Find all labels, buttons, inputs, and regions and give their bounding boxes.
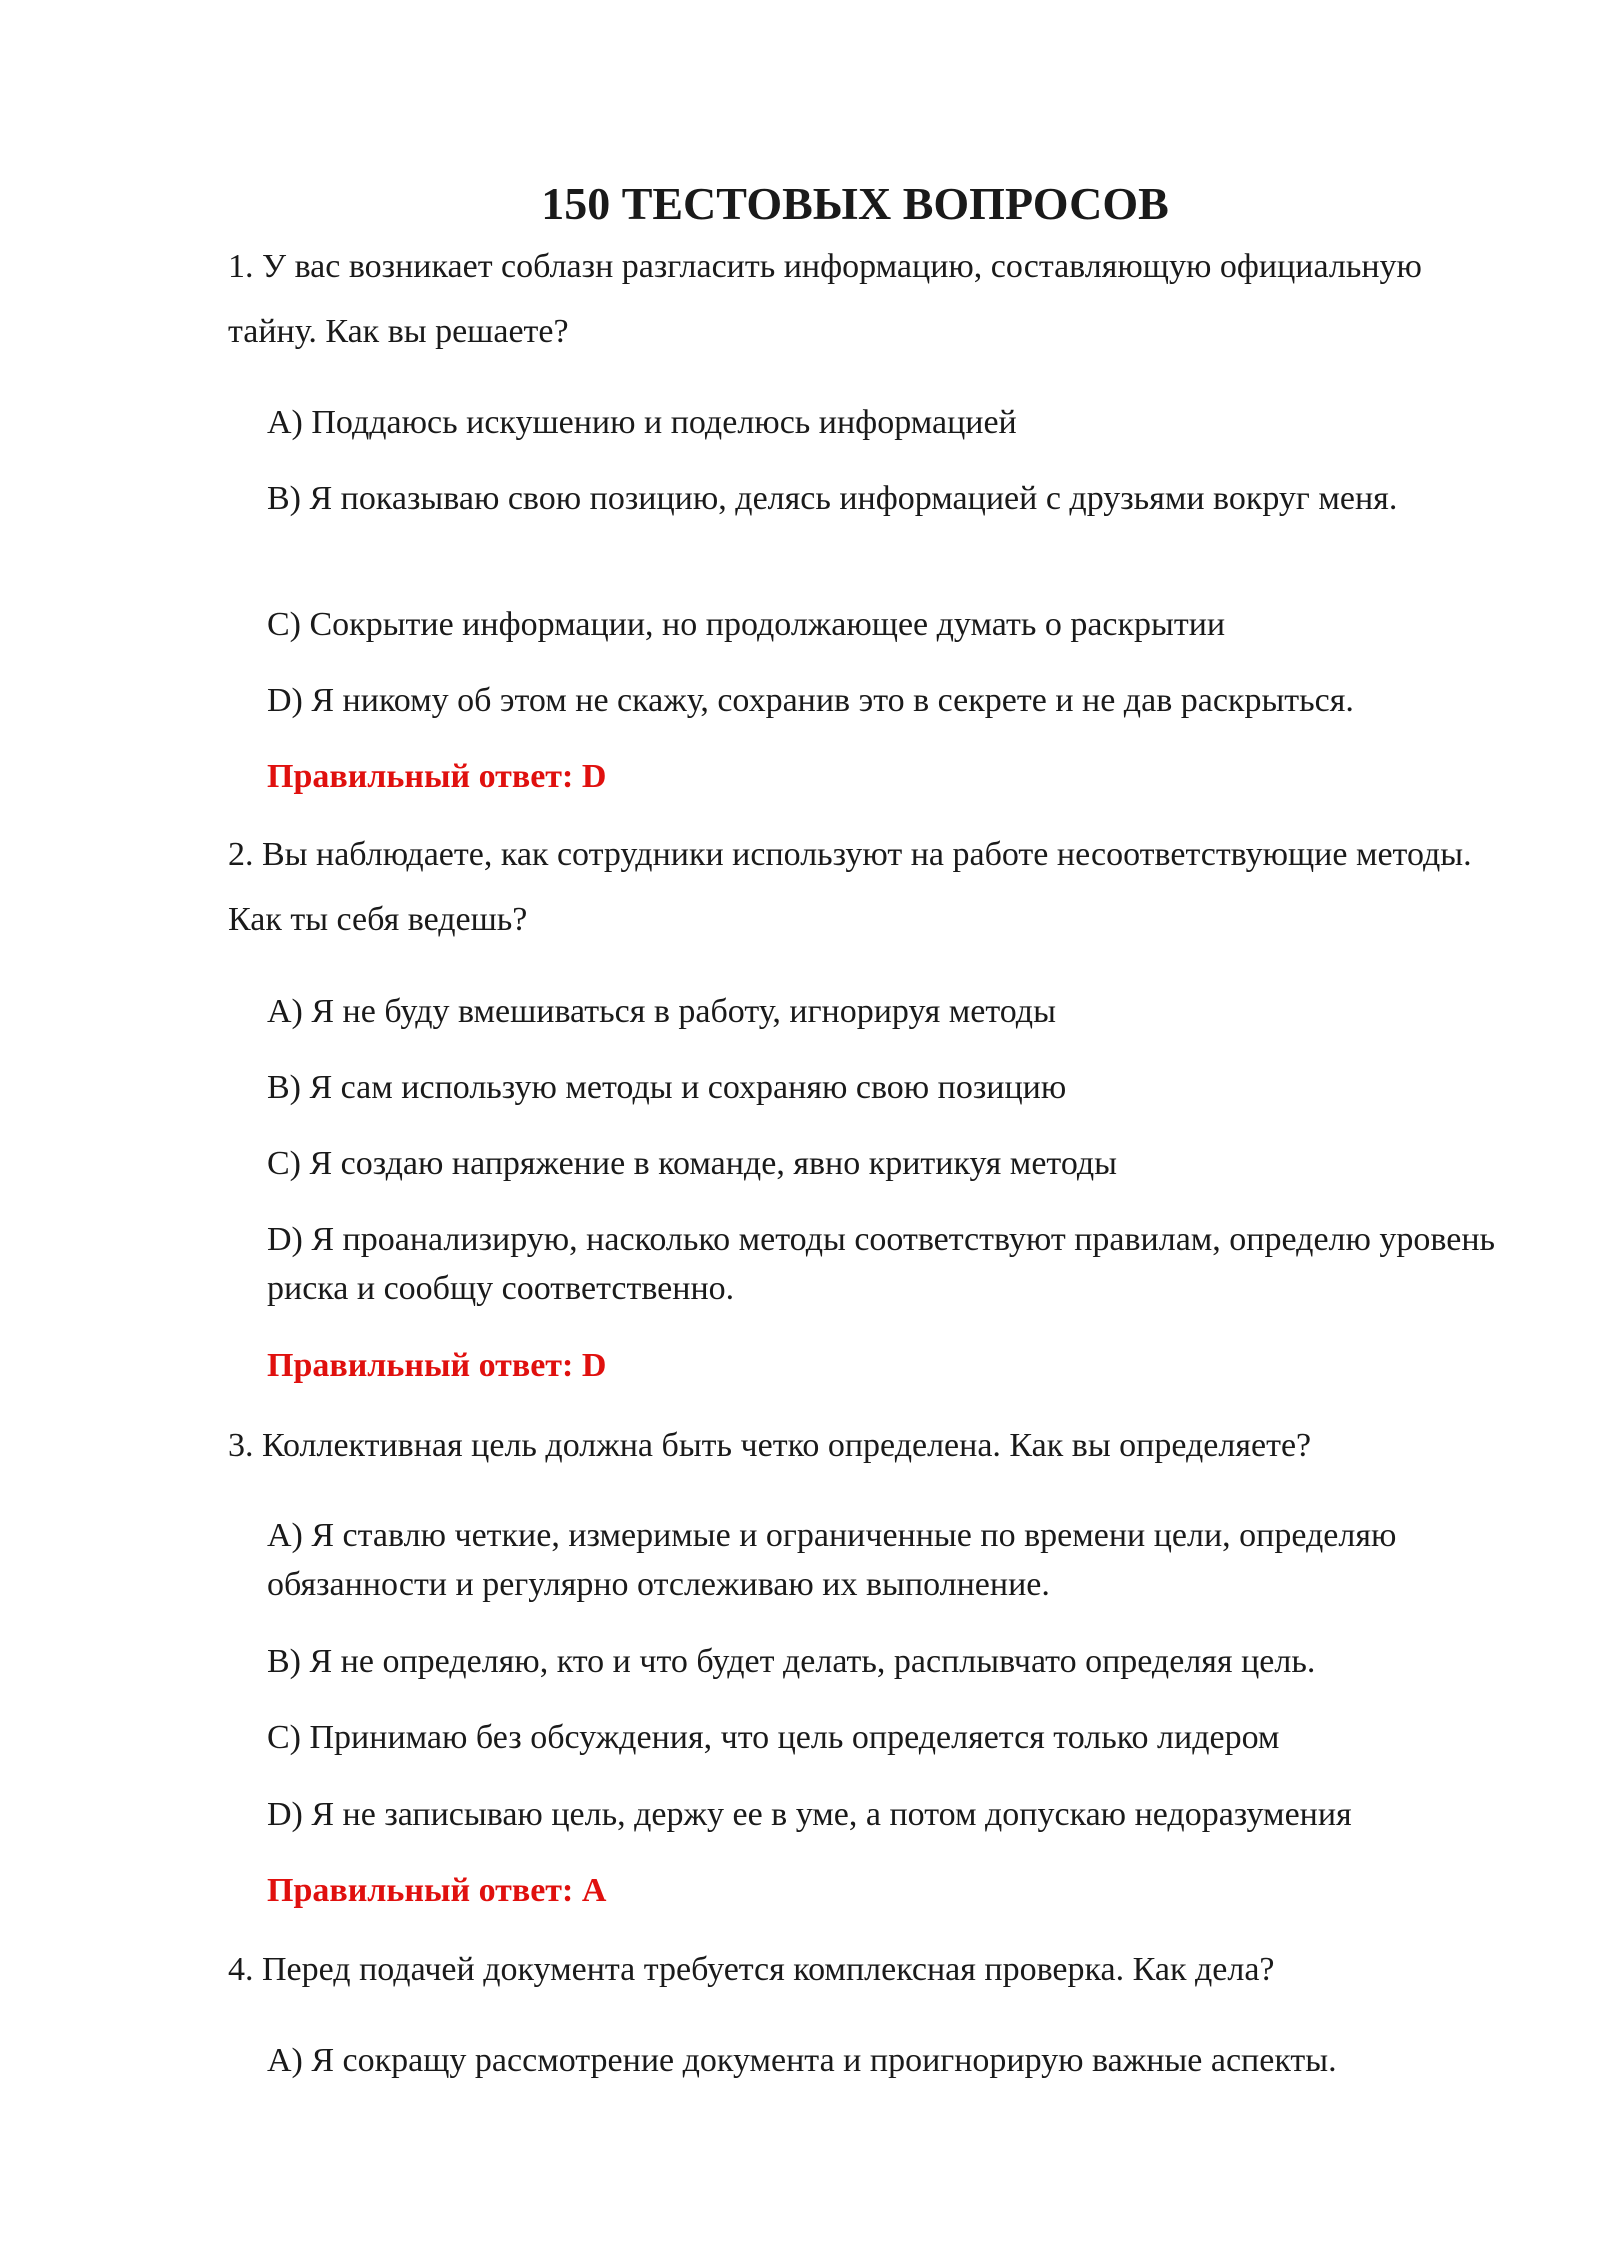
answer-letter: A [581, 1872, 607, 1909]
question-3-correct-answer [267, 1866, 606, 1915]
answer-label: Правильный ответ: [267, 1872, 574, 1909]
question-4-option-a: A) Я сокращу рассмотрение документа и проигнорирую важные аспекты. [267, 2042, 1337, 2079]
question-3-text: 3. Коллективная цель должна быть четко определена. Как вы определяете? [228, 1427, 1312, 1464]
question-2-option-b: B) Я сам использую методы и сохраняю свою позицию [267, 1069, 1067, 1106]
question-1-option-b: B) Я показываю свою позицию, делясь информацией с друзьями вокруг меня. [267, 480, 1398, 517]
question-1-correct-answer [267, 752, 606, 801]
question-2-correct-answer [267, 1341, 606, 1390]
question-3-option-b: B) Я не определяю, кто и что будет делать, расплывчато определяя цель. [267, 1643, 1316, 1680]
question-1-option-d: D) Я никому об этом не скажу, сохранив это в секрете и не дав раскрыться. [267, 682, 1354, 719]
question-1-option-a: A) Поддаюсь искушению и поделюсь информацией [267, 404, 1017, 441]
document-title: 150 ТЕСТОВЫХ ВОПРОСОВ [541, 177, 1169, 229]
question-2-option-d: D) Я проанализирую, насколько методы соответствуют правилам, определю уровень риска и сообщу соответственно. [267, 1221, 1496, 1307]
question-4-text: 4. Перед подачей документа требуется комплексная проверка. Как дела? [228, 1951, 1275, 1988]
question-3-option-a: A) Я ставлю четкие, измеримые и ограниченные по времени цели, определяю обязанности и регулярно отслеживаю их выполнение. [267, 1517, 1397, 1603]
question-2-text: 2. Вы наблюдаете, как сотрудники используют на работе несоответствующие методы. Как ты себя ведешь? [228, 836, 1472, 938]
answer-letter: D [581, 1347, 607, 1384]
answer-label: Правильный ответ: [267, 758, 574, 795]
answer-label: Правильный ответ: [267, 1347, 574, 1384]
question-2-option-c: C) Я создаю напряжение в команде, явно критикуя методы [267, 1145, 1117, 1182]
question-1-option-c: C) Сокрытие информации, но продолжающее думать о раскрытии [267, 606, 1226, 643]
question-1-text: 1. У вас возникает соблазн разгласить информацию, составляющую официальную тайну. Как вы решаете? [228, 248, 1422, 350]
question-2-option-a: A) Я не буду вмешиваться в работу, игнорируя методы [267, 993, 1056, 1030]
question-3-option-c: C) Принимаю без обсуждения, что цель определяется только лидером [267, 1719, 1280, 1756]
answer-letter: D [581, 758, 607, 795]
question-3-option-d: D) Я не записываю цель, держу ее в уме, а потом допускаю недоразумения [267, 1796, 1352, 1833]
